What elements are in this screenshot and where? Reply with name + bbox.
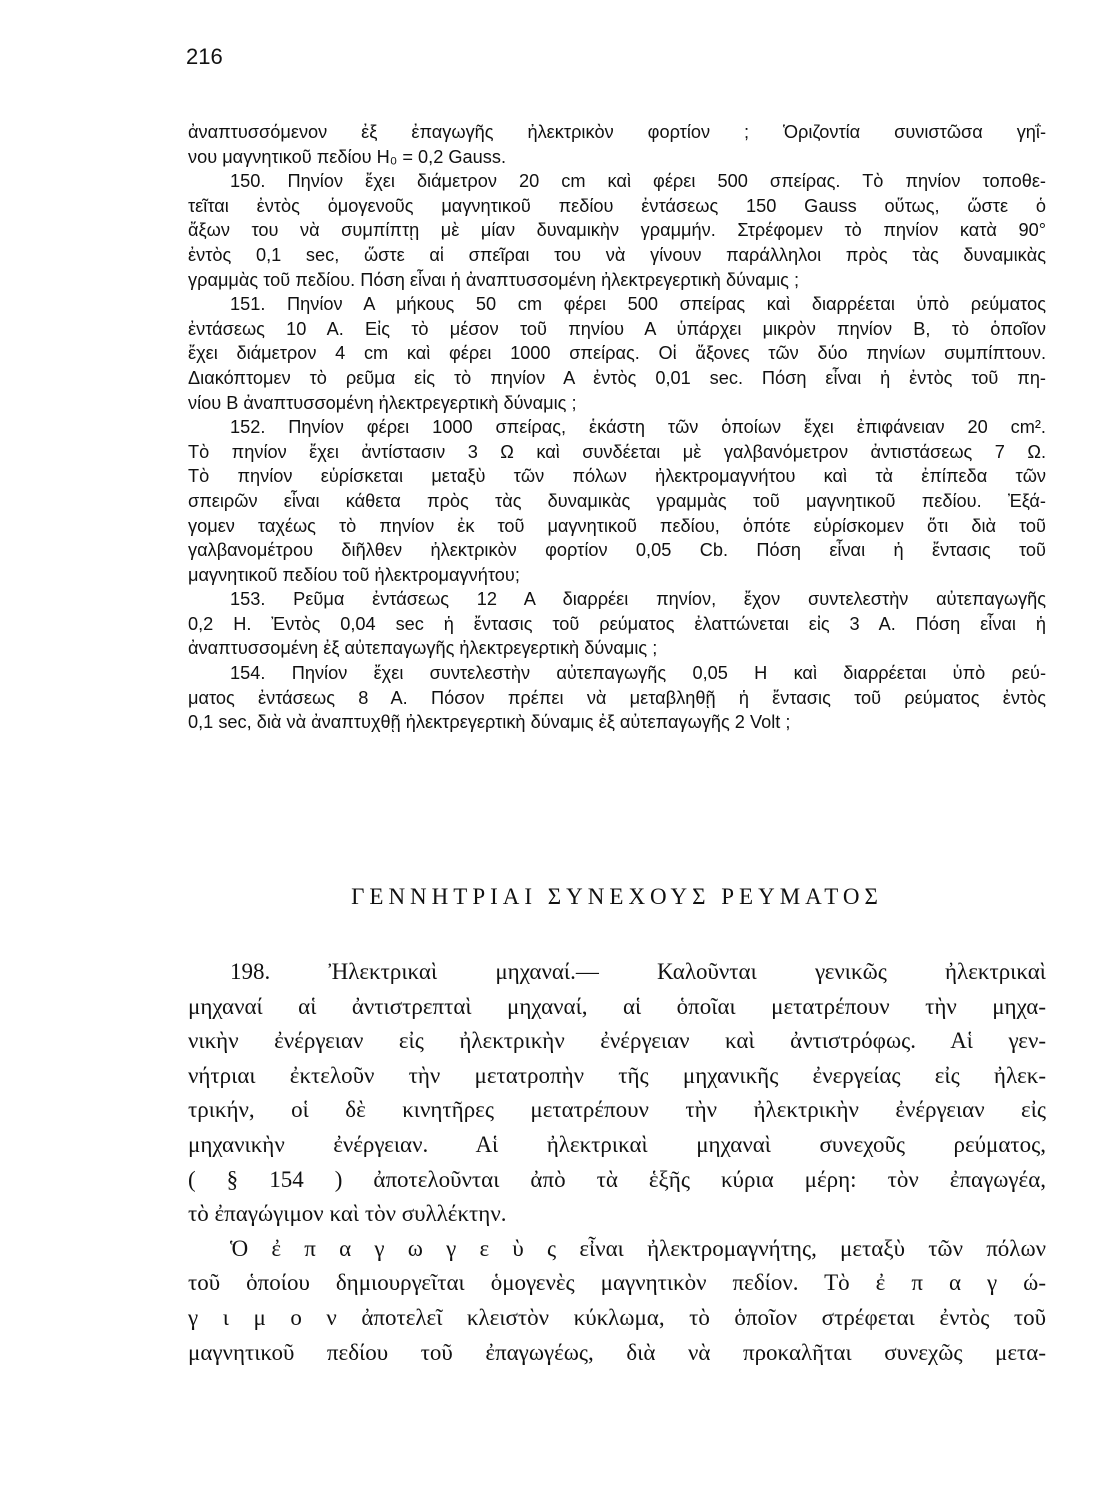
problem-152-line: 152. Πηνίον φέρει 1000 σπείρας, ἑκάστη τῶν ὁποίων ἔχει ἐπιφάνειαν 20 cm². [230,417,1046,438]
paragraph-198-line: τρικήν, οἱ δὲ κινητῆρες μετατρέπουν τὴν ἠλεκτρικὴν ἐνέργειαν εἰς [188,1097,1046,1123]
problem-150-line: γραμμὰς τοῦ πεδίου. Πόση εἶναι ἡ ἀναπτυσσομένη ἠλεκτρεγερτικὴ δύναμις ; [188,269,800,290]
problem-151-line: Διακόπτομεν τὸ ρεῦμα εἰς τὸ πηνίον Α ἐντὸς 0,01 sec. Πόση εἶναι ἡ ἐντὸς τοῦ πη- [188,367,1046,388]
problem-153-line: ἀναπτυσσομένη ἐξ αὐτεπαγωγῆς ἠλεκτρεγερτικὴ δύναμις ; [188,638,658,659]
problem-151-line: ἔχει διάμετρον 4 cm καὶ φέρει 1000 σπείρας. Οἱ ἄξονες τῶν δύο πηνίων συμπίπτουν. [188,343,1046,364]
problem-154-line: 154. Πηνίον ἔχει συντελεστὴν αὐτεπαγωγῆς 0,05 H καὶ διαρρέεται ὑπὸ ρεύ- [230,663,1046,684]
paragraph-198-line: τὸ ἐπαγώγιμον καὶ τὸν συλλέκτην. [188,1201,507,1227]
paragraph-198-line: ( § 154 ) ἀποτελοῦνται ἀπὸ τὰ ἑξῆς κύρια μέρη: τὸν ἐπαγωγέα, [188,1166,1046,1192]
section-body [188,955,1046,1370]
paragraph-198-line: μηχανικὴν ἐνέργειαν. Αἱ ἠλεκτρικαὶ μηχαναὶ συνεχοῦς ρεύματος, [188,1131,1046,1157]
paragraph-198-line: νήτριαι ἐκτελοῦν τὴν μετατροπὴν τῆς μηχανικῆς ἐνεργείας εἰς ἠλεκ- [188,1062,1046,1088]
paragraph-epagogeus-line: τοῦ ὁποίου δημιουργεῖται ὁμογενὲς μαγνητικὸν πεδίον. Τὸ ἐ π α γ ώ- [188,1270,1046,1296]
problem-150-line: τεῖται ἐντὸς ὁμογενοῦς μαγνητικοῦ πεδίου ἐντάσεως 150 Gauss οὕτως, ὥστε ὁ [188,195,1046,216]
problem-151-line: ἐντάσεως 10 Α. Εἰς τὸ μέσον τοῦ πηνίου Α ὑπάρχει μικρὸν πηνίον Β, τὸ ὁποῖον [188,318,1046,339]
problem-154-line: ματος ἐντάσεως 8 Α. Πόσον πρέπει νὰ μεταβληθῇ ἡ ἔντασις τοῦ ρεύματος ἐντὸς [188,687,1046,708]
problems-block [188,120,1046,735]
problem-152-line: σπειρῶν εἶναι κάθετα πρὸς τὰς δυναμικὰς γραμμὰς τοῦ μαγνητικοῦ πεδίου. Ἐξά- [188,490,1046,511]
problem-152-line: Τὸ πηνίον ἔχει ἀντίστασιν 3 Ω καὶ συνδέεται μὲ γαλβανόμετρον ἀντιστάσεως 7 Ω. [188,441,1046,462]
problem-152-line: γομεν ταχέως τὸ πηνίον ἐκ τοῦ μαγνητικοῦ πεδίου, ὁπότε εὑρίσκομεν ὅτι διὰ τοῦ [188,515,1046,536]
problem-150-line: 150. Πηνίον ἔχει διάμετρον 20 cm καὶ φέρει 500 σπείρας. Τὸ πηνίον τοποθε- [230,171,1046,192]
problem-150-line: ἄξων του νὰ συμπίπτῃ μὲ μίαν δυναμικὴν γραμμήν. Στρέφομεν τὸ πηνίον κατὰ 90° [188,220,1046,241]
problem-151-line: 151. Πηνίον Α μήκους 50 cm φέρει 500 σπείρας καὶ διαρρέεται ὑπὸ ρεύματος [230,294,1046,315]
text-line: νου μαγνητικοῦ πεδίου H₀ = 0,2 Gauss. [188,146,507,167]
text-line: ἀναπτυσσόμενον ἐξ ἐπαγωγῆς ἠλεκτρικὸν φορτίον ; Ὁριζοντία συνιστῶσα γηΐ- [188,122,1046,142]
paragraph-epagogeus-line: γ ι μ ο ν ἀποτελεῖ κλειστὸν κύκλωμα, τὸ ὁποῖον στρέφεται ἐντὸς τοῦ [188,1304,1046,1330]
paragraph-198-line: μηχαναί αἱ ἀντιστρεπταὶ μηχαναί, αἱ ὁποῖαι μετατρέπουν τὴν μηχα- [188,993,1046,1019]
paragraph-198-line: νικὴν ἐνέργειαν εἰς ἠλεκτρικὴν ἐνέργειαν καὶ ἀντιστρόφως. Αἱ γεν- [188,1028,1046,1054]
problem-152-line: Τὸ πηνίον εὑρίσκεται μεταξὺ τῶν πόλων ἠλεκτρομαγνήτου καὶ τὰ ἐπίπεδα τῶν [188,466,1046,487]
problem-154-line: 0,1 sec, διὰ νὰ ἀναπτυχθῇ ἠλεκτρεγερτικὴ δύναμις ἐξ αὐτεπαγωγῆς 2 Volt ; [188,712,791,733]
problem-153-line: 0,2 H. Ἐντὸς 0,04 sec ἡ ἔντασις τοῦ ρεύματος ἐλαττώνεται εἰς 3 Α. Πόση εἶναι ἡ [188,613,1046,634]
section-heading: ΓΕΝΝΗΤΡΙΑΙ ΣΥΝΕΧΟΥΣ ΡΕΥΜΑΤΟΣ [351,884,883,909]
page-number: 216 [186,44,223,69]
problem-152-line: μαγνητικοῦ πεδίου τοῦ ἠλεκτρομαγνήτου; [188,564,520,585]
problem-151-line: νίου Β ἀναπτυσσομένη ἠλεκτρεγερτικὴ δύναμις ; [188,392,577,413]
problem-150-line: ἐντὸς 0,1 sec, ὥστε αἱ σπεῖραι του νὰ γίνουν παράλληλοι πρὸς τὰς δυναμικὰς [188,244,1046,265]
paragraph-epagogeus-line: μαγνητικοῦ πεδίου τοῦ ἐπαγωγέως, διὰ νὰ προκαλῆται συνεχῶς μετα- [188,1339,1046,1365]
paragraph-epagogeus-line: Ὁ ἐ π α γ ω γ ε ὺ ς εἶναι ἠλεκτρομαγνήτης, μεταξὺ τῶν πόλων [230,1235,1046,1261]
problem-153-line: 153. Ρεῦμα ἐντάσεως 12 Α διαρρέει πηνίον, ἔχον συντελεστὴν αὐτεπαγωγῆς [230,589,1046,610]
problem-152-line: γαλβανομέτρου διῆλθεν ἠλεκτρικὸν φορτίον 0,05 Cb. Πόση εἶναι ἡ ἔντασις τοῦ [188,540,1046,561]
paragraph-198-line: 198. Ἠλεκτρικαὶ μηχαναί.— Καλοῦνται γενικῶς ἠλεκτρικαὶ [230,959,1046,984]
